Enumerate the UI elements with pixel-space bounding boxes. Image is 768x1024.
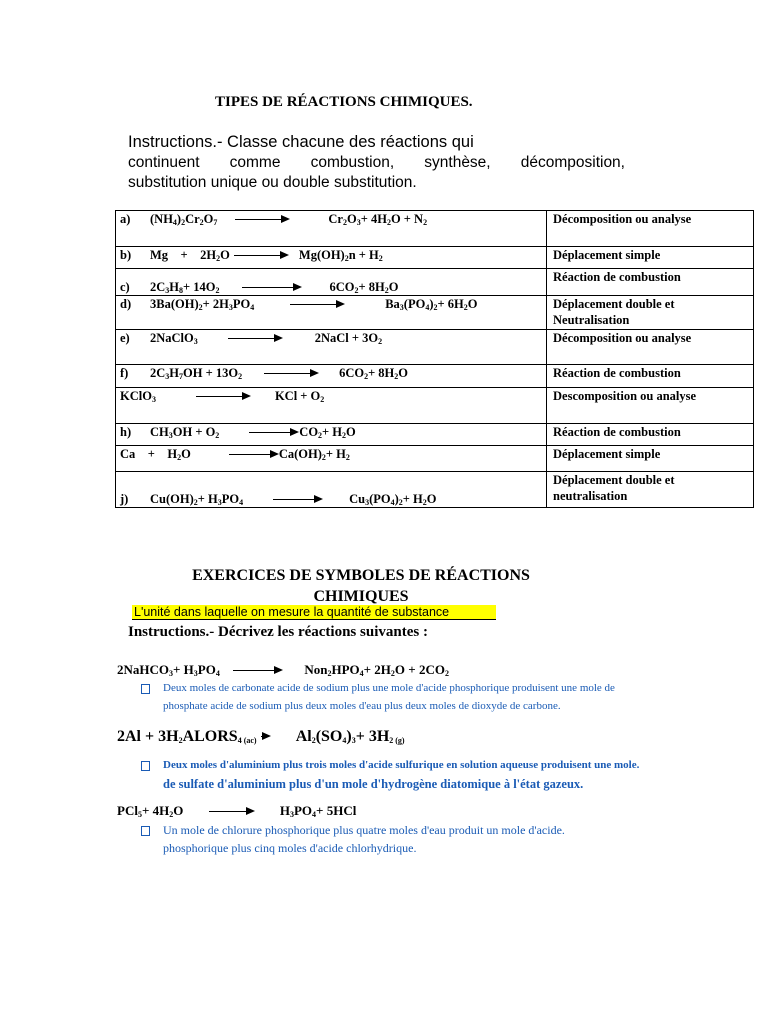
- reaction-label: a): [120, 212, 131, 226]
- instructions-line-3: substitution unique ou double substitution.: [128, 174, 417, 191]
- reaction-row: [116, 330, 754, 365]
- reaction-row: [116, 424, 754, 446]
- reaction-label: d): [120, 297, 132, 311]
- instructions-line-1: Instructions.- Classe chacune des réactions qui: [128, 133, 474, 151]
- bullet-icon: [141, 684, 150, 694]
- exercise-description-line-2: phosphate acide de sodium plus deux moles d'eau plus deux moles de dioxyde de carbone.: [163, 700, 561, 712]
- exercise-reactants: $2Al + 3H_2ALORS_{4 (ac)}$: [117, 728, 257, 745]
- reaction-label: e): [120, 331, 130, 345]
- arrow-icon: [233, 666, 283, 676]
- reaction-products: $CO_2+ H_2O$: [299, 425, 356, 440]
- exercise-products: $Non_2HPO_4+ 2H_2O + 2CO_2$: [304, 662, 449, 678]
- section2-title: EXERCICES DE SYMBOLES DE RÉACTIONS CHIMIQUES: [192, 567, 530, 605]
- arrow-icon: [229, 450, 279, 460]
- reaction-classification: Décomposition ou analyse: [547, 211, 754, 247]
- arrow-icon: [264, 369, 319, 379]
- reaction-reactants: $2C_3H_7OH + 13O_2$: [150, 366, 243, 381]
- reaction-label: b): [120, 248, 132, 262]
- arrow-icon: [234, 251, 289, 261]
- exercise-equation: [117, 662, 449, 678]
- exercise-products: $Al_2(SO_4)_3+ 3H_{2 (g)}$: [295, 728, 405, 745]
- arrow-icon: [235, 215, 290, 225]
- exercise-reactants: 2NaHCO$_3$+ $H_3PO_4$: [117, 662, 220, 678]
- reaction-reactants: Ca + $H_2O$: [120, 447, 191, 462]
- reaction-equation-cell: [116, 211, 547, 247]
- reaction-reactants: $(NH_4)_2Cr_2O_7$: [150, 212, 218, 227]
- reaction-row: [116, 446, 754, 472]
- exercise-products: $H_3PO_4+ 5HCl$: [279, 803, 357, 819]
- reaction-row: [116, 472, 754, 508]
- reaction-equation-cell: [116, 388, 547, 424]
- reaction-classification: Réaction de combustion: [547, 269, 754, 296]
- reaction-equation-cell: [116, 296, 547, 330]
- reaction-row: [116, 388, 754, 424]
- arrow-icon: [261, 732, 271, 742]
- arrow-icon: [209, 807, 255, 817]
- reaction-reactants: $CH_3OH + O_2$: [150, 425, 220, 440]
- reactions-table: [115, 210, 754, 508]
- exercise-description-line-1: Deux moles d'aluminium plus trois moles d'acide sulfurique en solution aqueuse produisent une mole.: [163, 759, 640, 771]
- reaction-classification: Réaction de combustion: [547, 365, 754, 388]
- reaction-products: $6CO_2+ 8H_2O$: [329, 280, 399, 295]
- reaction-row: [116, 247, 754, 269]
- reaction-reactants: $3Ba(OH)_2+ 2H_3PO_4$: [150, 297, 255, 312]
- reaction-products: $Cu_3(PO_4)_2+ H_2O$: [349, 492, 437, 507]
- reaction-label: f): [120, 366, 129, 380]
- instructions-line-2: continuent comme combustion, synthèse, décomposition,: [128, 154, 625, 171]
- exercise-equation: [117, 728, 405, 746]
- reaction-reactants: Mg + $2H_2O$: [150, 248, 230, 263]
- reaction-reactants: $Cu(OH)_2+ H_3PO_4$: [150, 492, 244, 507]
- exercise-description-line-2: phosphorique plus cinq moles d'acide chlorhydrique.: [163, 841, 417, 855]
- reaction-products: 2NaCl + $3O_2$: [314, 331, 383, 346]
- reaction-products: $Ca(OH)_2+ H_2$: [278, 447, 350, 462]
- exercise-description-line-1: Un mole de chlorure phosphorique plus quatre moles d'eau produit un mole d'acide.: [163, 823, 565, 837]
- reaction-products: KCl + $O_2$: [274, 389, 325, 404]
- arrow-icon: [228, 334, 283, 344]
- reaction-equation-cell: [116, 424, 547, 446]
- reaction-equation-cell: [116, 446, 547, 472]
- bullet-icon: [141, 826, 150, 836]
- reaction-classification: Déplacement simple: [547, 247, 754, 269]
- bullet-icon: [141, 761, 150, 771]
- reaction-classification: Descomposition ou analyse: [547, 388, 754, 424]
- reaction-equation-cell: [116, 247, 547, 269]
- exercise-description-line-2: de sulfate d'aluminium plus d'un mole d'hydrogène diatomique à l'état gazeux.: [163, 777, 584, 791]
- reaction-classification: Décomposition ou analyse: [547, 330, 754, 365]
- exercise-reactants: $PCl_5+ 4H_2O$: [117, 803, 184, 819]
- reaction-row: [116, 365, 754, 388]
- exercise-equation: [117, 803, 356, 819]
- reaction-products: $Cr_2O_3+ 4H_2O + N_2$: [328, 212, 428, 227]
- reaction-products: $6CO_2+ 8H_2O$: [339, 366, 409, 381]
- reaction-classification: Réaction de combustion: [547, 424, 754, 446]
- reaction-row: [116, 211, 754, 247]
- page-title: TIPES DE RÉACTIONS CHIMIQUES.: [215, 94, 473, 110]
- reaction-label: j): [120, 492, 129, 506]
- highlight-note: L'unité dans laquelle on mesure la quantité de substance: [132, 605, 496, 620]
- reaction-reactants: KClO$_3$: [120, 389, 156, 404]
- reaction-classification: Déplacement double et Neutralisation: [547, 296, 754, 330]
- reaction-label: c): [120, 280, 130, 294]
- arrow-icon: [196, 392, 251, 402]
- arrow-icon: [242, 283, 302, 293]
- arrow-icon: [273, 495, 323, 505]
- reaction-reactants: $2C_3H_8+ 14O_2$: [150, 280, 220, 295]
- reaction-equation-cell: [116, 365, 547, 388]
- reaction-equation-cell: [116, 472, 547, 508]
- reaction-products: $Ba_3(PO_4)_2+ 6H_2O$: [385, 297, 478, 312]
- reaction-row: [116, 269, 754, 296]
- exercise-description-line-1: Deux moles de carbonate acide de sodium plus une mole d'acide phosphorique produisent une mole de: [163, 682, 615, 694]
- section2-instructions: Instructions.- Décrivez les réactions suivantes :: [128, 624, 428, 640]
- reaction-label: h): [120, 425, 132, 439]
- reaction-equation-cell: [116, 269, 547, 296]
- arrow-icon: [290, 300, 345, 310]
- reaction-row: [116, 296, 754, 330]
- reaction-products: $Mg(OH)_2n + H_2$: [298, 248, 383, 263]
- reaction-classification: Déplacement simple: [547, 446, 754, 472]
- reaction-reactants: 2NaClO$_3$: [150, 331, 198, 346]
- arrow-icon: [249, 428, 299, 438]
- reaction-equation-cell: [116, 330, 547, 365]
- reaction-classification: Déplacement double et neutralisation: [547, 472, 754, 508]
